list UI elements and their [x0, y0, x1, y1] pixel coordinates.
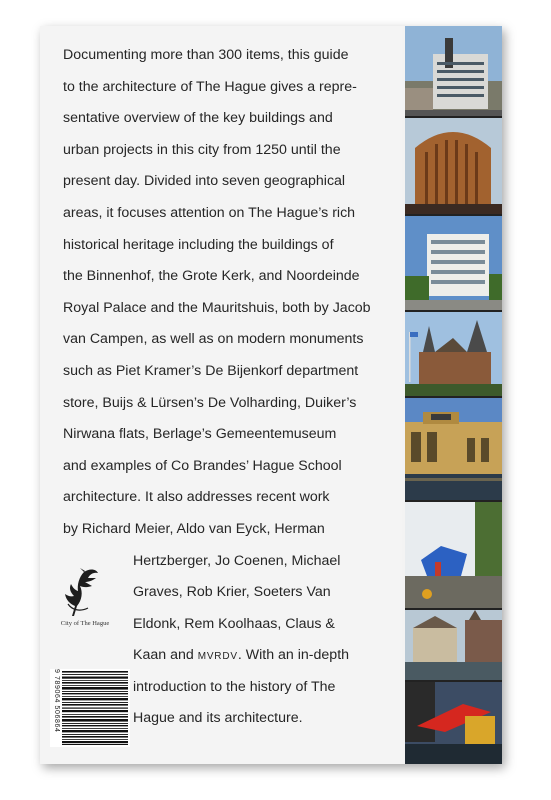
blurb-line: Hague and its architecture. — [133, 710, 303, 727]
text-panel — [40, 26, 402, 764]
barcode-bars — [62, 671, 128, 745]
blurb-line: Royal Palace and the Mauritshuis, both by Jacob — [63, 299, 371, 316]
blurb-line: areas, it focuses attention on The Hague’s rich — [63, 204, 356, 221]
blurb-line: Hertzberger, Jo Coenen, Michael — [133, 552, 341, 569]
blurb-line: present day. Divided into seven geographical — [63, 173, 346, 190]
stork-icon — [50, 564, 108, 620]
photo-blue-pavilion — [405, 502, 502, 608]
photo-white-apartments — [405, 216, 502, 310]
blurb-line: introduction to the history of The — [133, 678, 336, 695]
photo-strip — [405, 26, 502, 764]
blurb-line: to the architecture of The Hague gives a repre- — [63, 78, 357, 95]
photo-bijenkorf-store — [405, 118, 502, 214]
blurb-line: the Binnenhof, the Grote Kerk, and Noordeinde — [63, 268, 360, 285]
city-logo — [50, 564, 108, 636]
blurb-line: Eldonk, Rem Koolhaas, Claus & — [133, 615, 335, 632]
blurb-text — [63, 40, 398, 735]
book-back-cover — [40, 26, 502, 764]
photo-modernist-tower — [405, 26, 502, 116]
blurb-line: such as Piet Kramer’s De Bijenkorf department — [63, 362, 359, 379]
blurb-line: sentative overview of the key buildings and — [63, 110, 333, 127]
isbn-digits: 9 789064 506864 — [53, 669, 60, 733]
blurb-fragment: . With an in-depth — [237, 647, 350, 664]
blurb-line: architecture. It also addresses recent work — [63, 489, 330, 506]
blurb-line: urban projects in this city from 1250 until the — [63, 141, 341, 158]
photo-gemeentemuseum — [405, 398, 502, 500]
blurb-line: Nirwana flats, Berlage’s Gemeentemuseum — [63, 426, 337, 443]
blurb-line: Documenting more than 300 items, this guide — [63, 47, 349, 63]
blurb-line: historical heritage including the buildings of — [63, 236, 334, 253]
mvrdv-small-caps: mvrdv — [197, 647, 238, 664]
blurb-line: Graves, Rob Krier, Soeters Van — [133, 584, 331, 601]
blurb-line: store, Buijs & Lürsen’s De Volharding, Duiker’s — [63, 394, 357, 411]
logo-caption: City of The Hague — [60, 620, 110, 627]
photo-red-canopy — [405, 682, 502, 764]
blurb-line — [63, 640, 398, 672]
blurb-fragment: Kaan and — [133, 647, 198, 664]
isbn-barcode — [50, 669, 130, 747]
blurb-line: van Campen, as well as on modern monuments — [63, 331, 364, 348]
photo-peace-palace — [405, 312, 502, 396]
blurb-line: and examples of Co Brandes’ Hague School — [63, 457, 342, 474]
photo-mauritshuis — [405, 610, 502, 680]
blurb-line: by Richard Meier, Aldo van Eyck, Herman — [63, 520, 325, 537]
